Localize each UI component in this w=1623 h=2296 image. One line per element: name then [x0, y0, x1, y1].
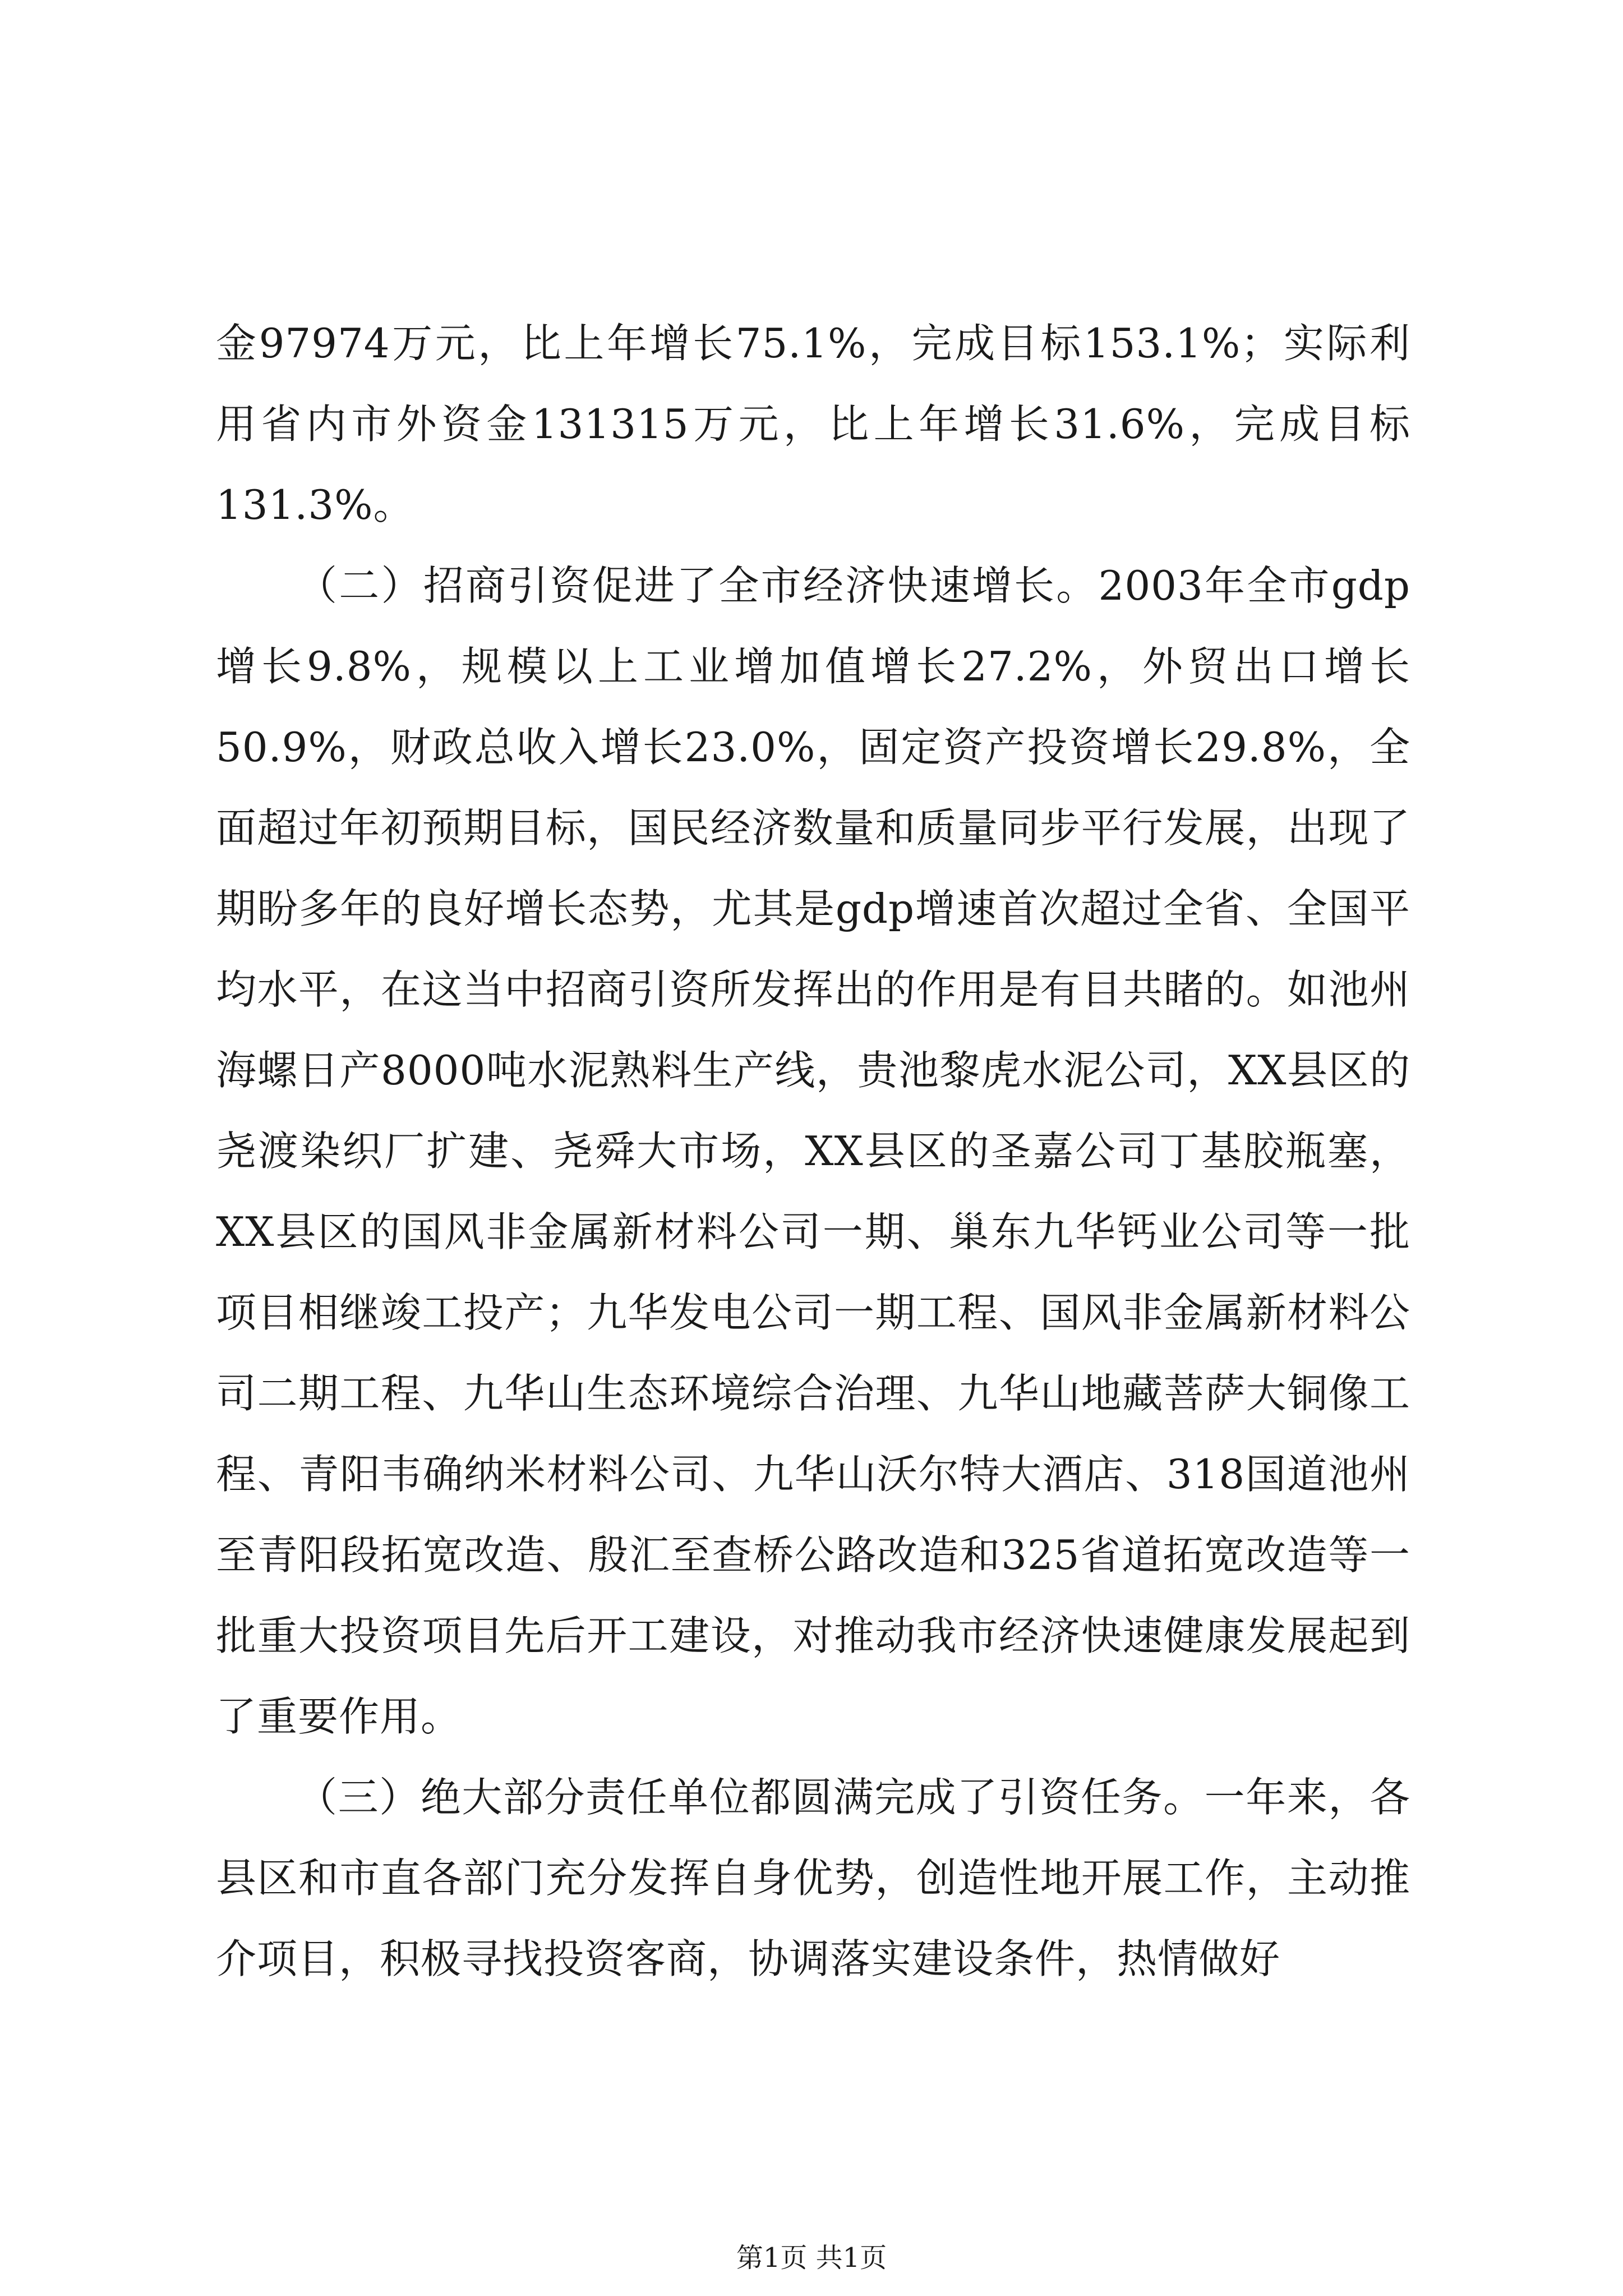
- page-number: 第1页 共1页: [736, 2242, 887, 2274]
- paragraph-investment-tasks: （三）绝大部分责任单位都圆满完成了引资任务。一年来，各县区和市直各部门充分发挥自身优势，创造性地开展工作，主动推介项目，积极寻找投资客商，协调落实建设条件，热情做好: [216, 1774, 1410, 1982]
- document-body: [216, 303, 1410, 1999]
- page-footer: [0, 2241, 1623, 2275]
- paragraph-economic-growth: （二）招商引资促进了全市经济快速增长。2003年全市gdp增长9.8%，规模以上工业增加值增长27.2%，外贸出口增长50.9%，财政总收入增长23.0%，固定资产投资增长29.8%，全面超过年初预期目标，国民经济数量和质量同步平行发展，出现了期盼多年的良好增长态势，尤其是gdp增速首次超过全省、全国平均水平，在这当中招商引资所发挥出的作用是有目共睹的。如池州海螺日产8000吨水泥熟料生产线，贵池黎虎水泥公司，XX县区的尧渡染织厂扩建、尧舜大市场，XX县区的圣嘉公司丁基胶瓶塞，XX县区的国风非金属新材料公司一期、巢东九华钙业公司等一批项目相继竣工投产；九华发电公司一期工程、国风非金属新材料公司二期工程、九华山生态环境综合治理、九华山地藏菩萨大铜像工程、青阳韦确纳米材料公司、九华山沃尔特大酒店、318国道池州至青阳段拓宽改造、殷汇至查桥公路改造和325省道拓宽改造等一批重大投资项目先后开工建设，对推动我市经济快速健康发展起到了重要作用。: [216, 562, 1410, 1740]
- paragraph-continued: 金97974万元，比上年增长75.1%，完成目标153.1%；实际利用省内市外资金131315万元，比上年增长31.6%，完成目标131.3%。: [216, 320, 1410, 528]
